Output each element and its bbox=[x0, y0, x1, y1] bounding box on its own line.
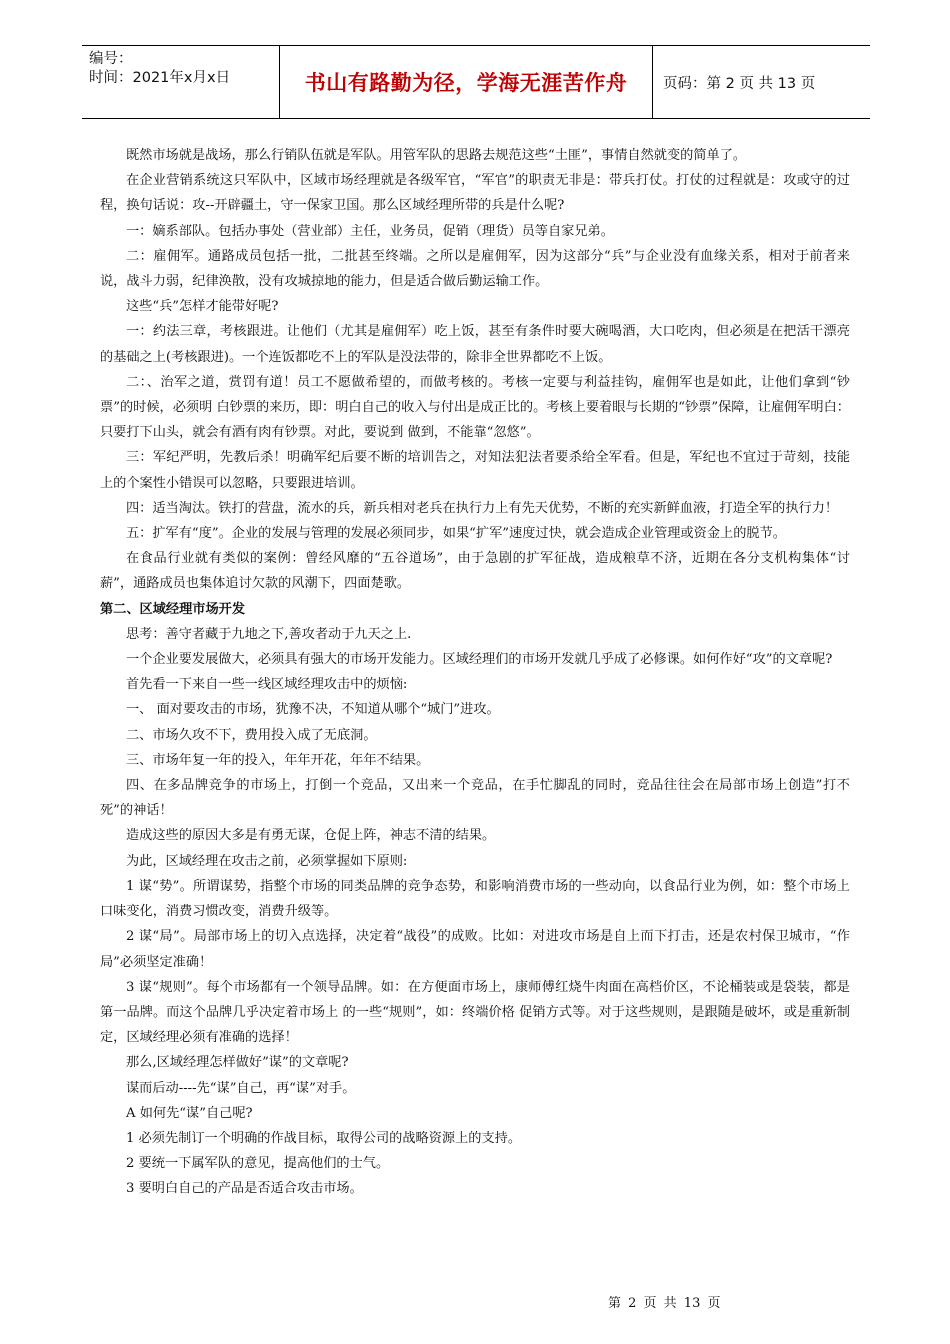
body-paragraph: 一：嫡系部队。包括办事处（营业部）主任，业务员，促销（理货）员等自家兄弟。 bbox=[126, 223, 614, 239]
body-paragraph: 既然市场就是战场，那么行销队伍就是军队。用管军队的思路去规范这些“土匪”，事情自然就变的简单了。 bbox=[126, 148, 747, 163]
body-paragraph: 在食品行业就有类似的案例：曾经风靡的“五谷道场”，由于急剧的扩军征战，造成粮草不济，近期在各分支机构集体“讨薪”，通路成员也集体追讨欠款的风潮下，四面楚歌。 bbox=[100, 551, 850, 592]
body-paragraph: 谋而后动----先“谋”自己，再“谋”对手。 bbox=[126, 1080, 356, 1096]
body-paragraph: 首先看一下来自一些一线区域经理攻击中的烦恼: bbox=[126, 677, 408, 693]
page-footer: 第 2 页 共 13 页 bbox=[608, 1296, 721, 1311]
document-number-label: 编号： bbox=[89, 51, 133, 67]
body-paragraph: 2 谋“局”。局部市场上的切入点选择，决定着“战役”的成败。比如：对进攻市场是自上而下打击，还是农村保卫城市，“作局”必须坚定准确！ bbox=[100, 929, 850, 970]
body-paragraph: 三、市场年复一年的投入，年年开花，年年不结果。 bbox=[126, 752, 430, 768]
body-paragraph: 四、在多品牌竞争的市场上，打倒一个竞品，又出来一个竞品，在手忙脚乱的同时，竞品往往会在局部市场上创造”打不死”的神话！ bbox=[100, 778, 850, 819]
body-paragraph: 为此，区域经理在攻击之前，必须掌握如下原则: bbox=[126, 853, 408, 869]
body-paragraph: 造成这些的原因大多是有勇无谋，仓促上阵，神志不清的结果。 bbox=[126, 828, 496, 844]
body-paragraph: 二、市场久攻不下，费用投入成了无底洞。 bbox=[126, 727, 377, 743]
body-paragraph: 一个企业要发展做大，必须具有强大的市场开发能力。区域经理们的市场开发就几乎成了必修课。如何作好“攻”的文章呢? bbox=[126, 652, 833, 668]
body-paragraph: 2 要统一下属军队的意见，提高他们的士气。 bbox=[126, 1156, 390, 1172]
body-paragraph: 1 必须先制订一个明确的作战目标，取得公司的战略资源上的支持。 bbox=[126, 1130, 522, 1146]
body-paragraph: 那么,区域经理怎样做好”谋”的文章呢? bbox=[126, 1055, 349, 1071]
body-paragraph: 一：约法三章，考核跟进。让他们（尤其是雇佣军）吃上饭，甚至有条件时要大碗喝酒，大口吃肉，但必须是在把活干漂亮的基础之上(考核跟进)。一个连饭都吃不上的军队是没法带的，除非全世界都吃不上饭。 bbox=[100, 324, 850, 365]
body-paragraph: 五：扩军有“度”。企业的发展与管理的发展必须同步，如果“扩军”速度过快，就会造成企业管理或资金上的脱节。 bbox=[126, 526, 786, 542]
body-paragraph: 二：雇佣军。通路成员包括一批，二批甚至终端。之所以是雇佣军，因为这部分“兵”与企业没有血缘关系，相对于前者来说，战斗力弱，纪律涣散，没有攻城掠地的能力，但是适合做后勤运输工作。 bbox=[100, 248, 850, 290]
body-paragraph: A 如何先“谋”自己呢? bbox=[126, 1105, 253, 1121]
body-paragraph: 3 要明白自己的产品是否适合攻击市场。 bbox=[126, 1181, 363, 1197]
body-paragraph: 3 谋“规则”。每个市场都有一个领导品牌。如：在方便面市场上，康师傅红烧牛肉面在高档价区，不论桶装或是袋装，都是第一品牌。而这个品牌几乎决定着市场上 的一些“规则”，如：终端价格 促销方式等。对于这些规则，是跟随是破坏，或是重新制定，区域经理必须有准确的选择！ bbox=[100, 979, 850, 1046]
document-body bbox=[100, 143, 850, 1202]
body-paragraph: 思考：善守者藏于九地之下,善攻者动于九天之上. bbox=[126, 626, 412, 642]
section-heading: 第二、区域经理市场开发 bbox=[100, 601, 246, 617]
body-paragraph: 在企业营销系统这只军队中，区域市场经理就是各级军官，“军官”的职责无非是：带兵打仗。打仗的过程就是：攻或守的过程，换句话说：攻--开辟疆土，守一保家卫国。那么区域经理所带的兵是什么呢? bbox=[100, 173, 850, 214]
body-paragraph: 这些“兵”怎样才能带好呢? bbox=[126, 299, 279, 315]
header-motto: 书山有路勤为径，学海无涯苦作舟 bbox=[280, 46, 653, 118]
header-page-number: 页码：第 2 页 共 13 页 bbox=[663, 75, 816, 92]
body-paragraph: 三：军纪严明，先教后杀！明确军纪后要不断的培训告之，对知法犯法者要杀给全军看。但是，军纪也不宜过于苛刻，技能上的个案性小错误可以忽略，只要跟进培训。 bbox=[100, 450, 850, 491]
header-meta bbox=[82, 46, 280, 118]
page-header bbox=[82, 45, 870, 119]
document-time-label: 时间：2021年x月x日 bbox=[89, 70, 231, 86]
body-paragraph: 一、 面对要攻击的市场，犹豫不决，不知道从哪个“城门”进攻。 bbox=[126, 702, 500, 718]
body-paragraph: 四：适当淘汰。铁打的营盘，流水的兵，新兵相对老兵在执行力上有先天优势，不断的充实新鲜血液，打造全军的执行力！ bbox=[126, 500, 839, 516]
body-paragraph: 二：、治军之道，赏罚有道！员工不愿做希望的，而做考核的。考核一定要与利益挂钩，雇佣军也是如此，让他们拿到“钞票”的时候，必须明 白钞票的来历，即：明白自己的收入与付出是成正比的。考核上要着眼与长期的“钞票”保障，让雇佣军明白：只要打下山头，就会有酒有肉有钞票。对此，要说到 做到，不能靠“忽悠”。 bbox=[100, 374, 850, 441]
body-paragraph: 1 谋“势”。所谓谋势，指整个市场的同类品牌的竞争态势，和影响消费市场的一些动向，以食品行业为例，如：整个市场上口味变化，消费习惯改变，消费升级等。 bbox=[100, 878, 850, 920]
